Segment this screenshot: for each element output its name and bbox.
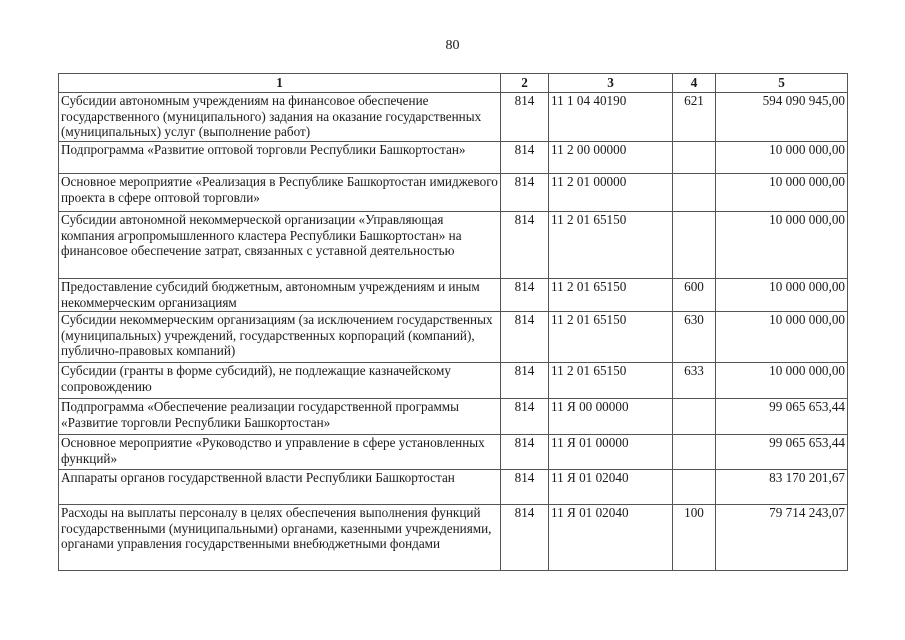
row-sum: 79 714 243,07 <box>716 505 848 571</box>
row-csr: 11 2 01 65150 <box>549 312 673 363</box>
row-sum: 10 000 000,00 <box>716 174 848 212</box>
row-name: Субсидии автономной некоммерческой организации «Управляющая компания агропромышленного кластера Республики Башкортостан» на финансовое обеспечение затрат, связанных с уставной деятельностью <box>59 212 501 279</box>
table-row <box>59 363 848 399</box>
budget-table <box>58 73 848 571</box>
row-ved: 814 <box>501 174 549 212</box>
row-sum: 10 000 000,00 <box>716 212 848 279</box>
row-vr: 600 <box>673 279 716 312</box>
row-name: Основное мероприятие «Руководство и управление в сфере установленных функций» <box>59 435 501 470</box>
row-csr: 11 Я 01 00000 <box>549 435 673 470</box>
row-csr: 11 Я 01 02040 <box>549 505 673 571</box>
header-col-4: 4 <box>673 74 716 93</box>
header-col-2: 2 <box>501 74 549 93</box>
table-row <box>59 505 848 571</box>
row-csr: 11 1 04 40190 <box>549 93 673 142</box>
table-row <box>59 174 848 212</box>
header-col-1: 1 <box>59 74 501 93</box>
row-name: Субсидии некоммерческим организациям (за исключением государственных (муниципальных) учреждений, государственных корпораций (компаний), публично-правовых компаний) <box>59 312 501 363</box>
row-vr <box>673 212 716 279</box>
row-vr: 630 <box>673 312 716 363</box>
header-col-3: 3 <box>549 74 673 93</box>
row-ved: 814 <box>501 399 549 435</box>
row-name: Субсидии (гранты в форме субсидий), не подлежащие казначейскому сопровождению <box>59 363 501 399</box>
table-row <box>59 312 848 363</box>
row-ved: 814 <box>501 142 549 174</box>
row-vr <box>673 435 716 470</box>
row-sum: 10 000 000,00 <box>716 142 848 174</box>
table-row <box>59 279 848 312</box>
row-ved: 814 <box>501 312 549 363</box>
row-vr <box>673 174 716 212</box>
row-name: Субсидии автономным учреждениям на финансовое обеспечение государственного (муниципального) задания на оказание государственных (муниципальных) услуг (выполнение работ) <box>59 93 501 142</box>
row-sum: 10 000 000,00 <box>716 363 848 399</box>
row-vr: 100 <box>673 505 716 571</box>
row-sum: 594 090 945,00 <box>716 93 848 142</box>
row-csr: 11 Я 01 02040 <box>549 470 673 505</box>
row-csr: 11 Я 00 00000 <box>549 399 673 435</box>
table-row <box>59 435 848 470</box>
row-sum: 10 000 000,00 <box>716 312 848 363</box>
row-csr: 11 2 00 00000 <box>549 142 673 174</box>
table-row <box>59 399 848 435</box>
row-sum: 10 000 000,00 <box>716 279 848 312</box>
table-row <box>59 470 848 505</box>
row-sum: 99 065 653,44 <box>716 399 848 435</box>
page-number: 80 <box>445 38 460 53</box>
row-vr: 621 <box>673 93 716 142</box>
row-vr <box>673 470 716 505</box>
row-vr: 633 <box>673 363 716 399</box>
row-vr <box>673 142 716 174</box>
row-ved: 814 <box>501 363 549 399</box>
row-ved: 814 <box>501 470 549 505</box>
row-name: Расходы на выплаты персоналу в целях обеспечения выполнения функций государственными (муниципальными) органами, казенными учреждениями, органами управления государственными внебюджетными фондами <box>59 505 501 571</box>
row-ved: 814 <box>501 279 549 312</box>
row-ved: 814 <box>501 505 549 571</box>
row-name: Основное мероприятие «Реализация в Республике Башкортостан имиджевого проекта в сфере оптовой торговли» <box>59 174 501 212</box>
table-row <box>59 93 848 142</box>
row-ved: 814 <box>501 435 549 470</box>
row-csr: 11 2 01 65150 <box>549 363 673 399</box>
row-sum: 83 170 201,67 <box>716 470 848 505</box>
row-name: Предоставление субсидий бюджетным, автономным учреждениям и иным некоммерческим организациям <box>59 279 501 312</box>
row-csr: 11 2 01 65150 <box>549 212 673 279</box>
header-col-5: 5 <box>716 74 848 93</box>
row-vr <box>673 399 716 435</box>
row-csr: 11 2 01 00000 <box>549 174 673 212</box>
row-ved: 814 <box>501 93 549 142</box>
row-name: Аппараты органов государственной власти Республики Башкортостан <box>59 470 501 505</box>
row-name: Подпрограмма «Развитие оптовой торговли Республики Башкортостан» <box>59 142 501 174</box>
table-row <box>59 212 848 279</box>
row-name: Подпрограмма «Обеспечение реализации государственной программы «Развитие торговли Республики Башкортостан» <box>59 399 501 435</box>
table-header-row <box>59 74 848 93</box>
row-sum: 99 065 653,44 <box>716 435 848 470</box>
row-ved: 814 <box>501 212 549 279</box>
row-csr: 11 2 01 65150 <box>549 279 673 312</box>
table-row <box>59 142 848 174</box>
